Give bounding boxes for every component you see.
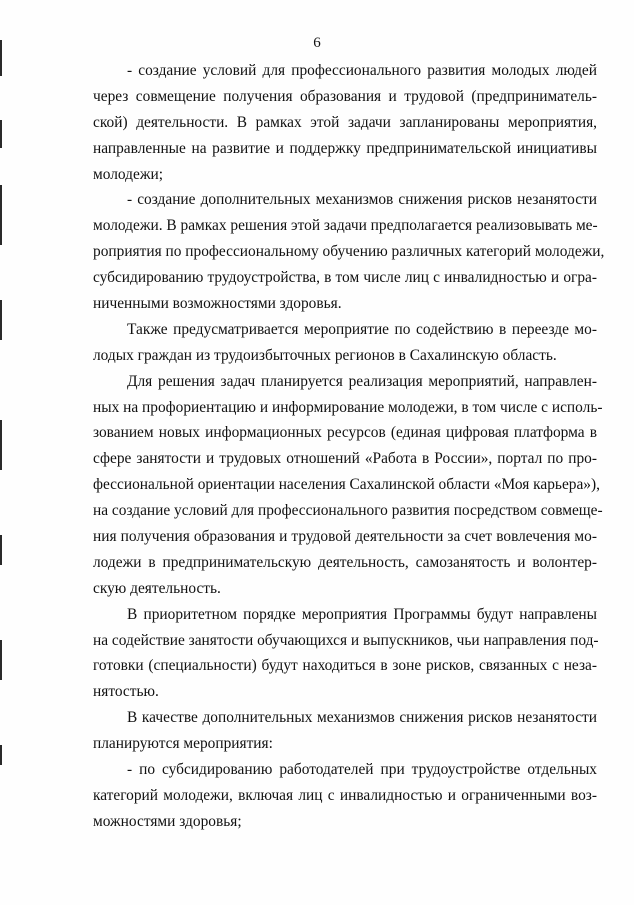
paragraph <box>93 317 597 369</box>
text-line: категорий молодежи, включая лиц с инвалидностью и ограниченными воз- <box>93 786 597 804</box>
document-body <box>93 58 605 835</box>
text-line: фессиональной ориентации населения Сахалинской области «Моя карьера»), <box>93 476 600 494</box>
text-line: молодежи; <box>93 165 163 183</box>
page-number: 6 <box>313 35 321 51</box>
paragraph <box>93 369 603 602</box>
text-line: на создание условий для профессионального развития посредством совмеще- <box>93 502 603 520</box>
text-line: ных на профориентацию и информирование молодежи, в том числе с исполь- <box>93 398 603 416</box>
paragraph <box>93 187 605 316</box>
text-line: сфере занятости и трудовых отношений «Работа в России», портал по про- <box>93 450 597 468</box>
scan-edge-mark <box>0 300 2 340</box>
text-line: скую деятельность. <box>93 579 221 597</box>
paragraph <box>93 602 597 706</box>
text-line: В качестве дополнительных механизмов снижения рисков незанятости <box>127 709 597 727</box>
text-line: через совмещение получения образования и трудовой (предприниматель- <box>93 87 597 105</box>
paragraph <box>93 58 597 187</box>
text-line: Также предусматривается мероприятие по содействию в переезде мо- <box>127 320 597 338</box>
text-line: планируются мероприятия: <box>93 735 273 753</box>
text-line: нятостью. <box>93 683 159 701</box>
text-line: зованием новых информационных ресурсов (единая цифровая платформа в <box>93 424 597 442</box>
scan-edge-mark <box>0 535 2 565</box>
text-line: лодежи в предпринимательскую деятельность, самозанятость и волонтер- <box>93 553 597 571</box>
scan-edge-mark <box>0 420 2 470</box>
text-line: ской) деятельности. В рамках этой задачи запланированы мероприятия, <box>93 113 597 131</box>
text-line: - создание условий для профессионального развития молодых людей <box>127 62 597 79</box>
text-line: лодых граждан из трудоизбыточных регионов в Сахалинскую область. <box>93 346 557 364</box>
text-line: ния получения образования и трудовой деятельности за счет вовлечения мо- <box>93 528 597 546</box>
text-line: на содействие занятости обучающихся и выпускников, чьи направления под- <box>93 631 599 649</box>
scan-edge-mark <box>0 185 2 245</box>
text-line: готовки (специальности) будут находиться в зоне рисков, связанных с неза- <box>93 657 597 675</box>
text-line: Для решения задач планируется реализация мероприятий, направлен- <box>127 372 597 390</box>
text-line: роприятия по профессиональному обучению различных категорий молодежи, <box>93 243 605 261</box>
scan-edge-mark <box>0 745 2 765</box>
paragraph <box>93 705 597 757</box>
text-line: - создание дополнительных механизмов снижения рисков незанятости <box>127 191 597 209</box>
text-line: В приоритетном порядке мероприятия Программы будут направлены <box>127 605 597 623</box>
text-line: субсидированию трудоустройства, в том числе лиц с инвалидностью и огра- <box>93 269 597 287</box>
scan-edge-mark <box>0 640 2 680</box>
text-line: ниченными возможностями здоровья. <box>93 295 342 313</box>
text-line: направленные на развитие и поддержку предпринимательской инициативы <box>93 139 597 157</box>
text-line: молодежи. В рамках решения этой задачи предполагается реализовывать ме- <box>93 217 598 235</box>
text-line: можностями здоровья; <box>93 812 242 830</box>
text-line: - по субсидированию работодателей при трудоустройстве отдельных <box>127 761 597 779</box>
paragraph <box>93 757 597 835</box>
scan-edge-mark <box>0 120 2 148</box>
